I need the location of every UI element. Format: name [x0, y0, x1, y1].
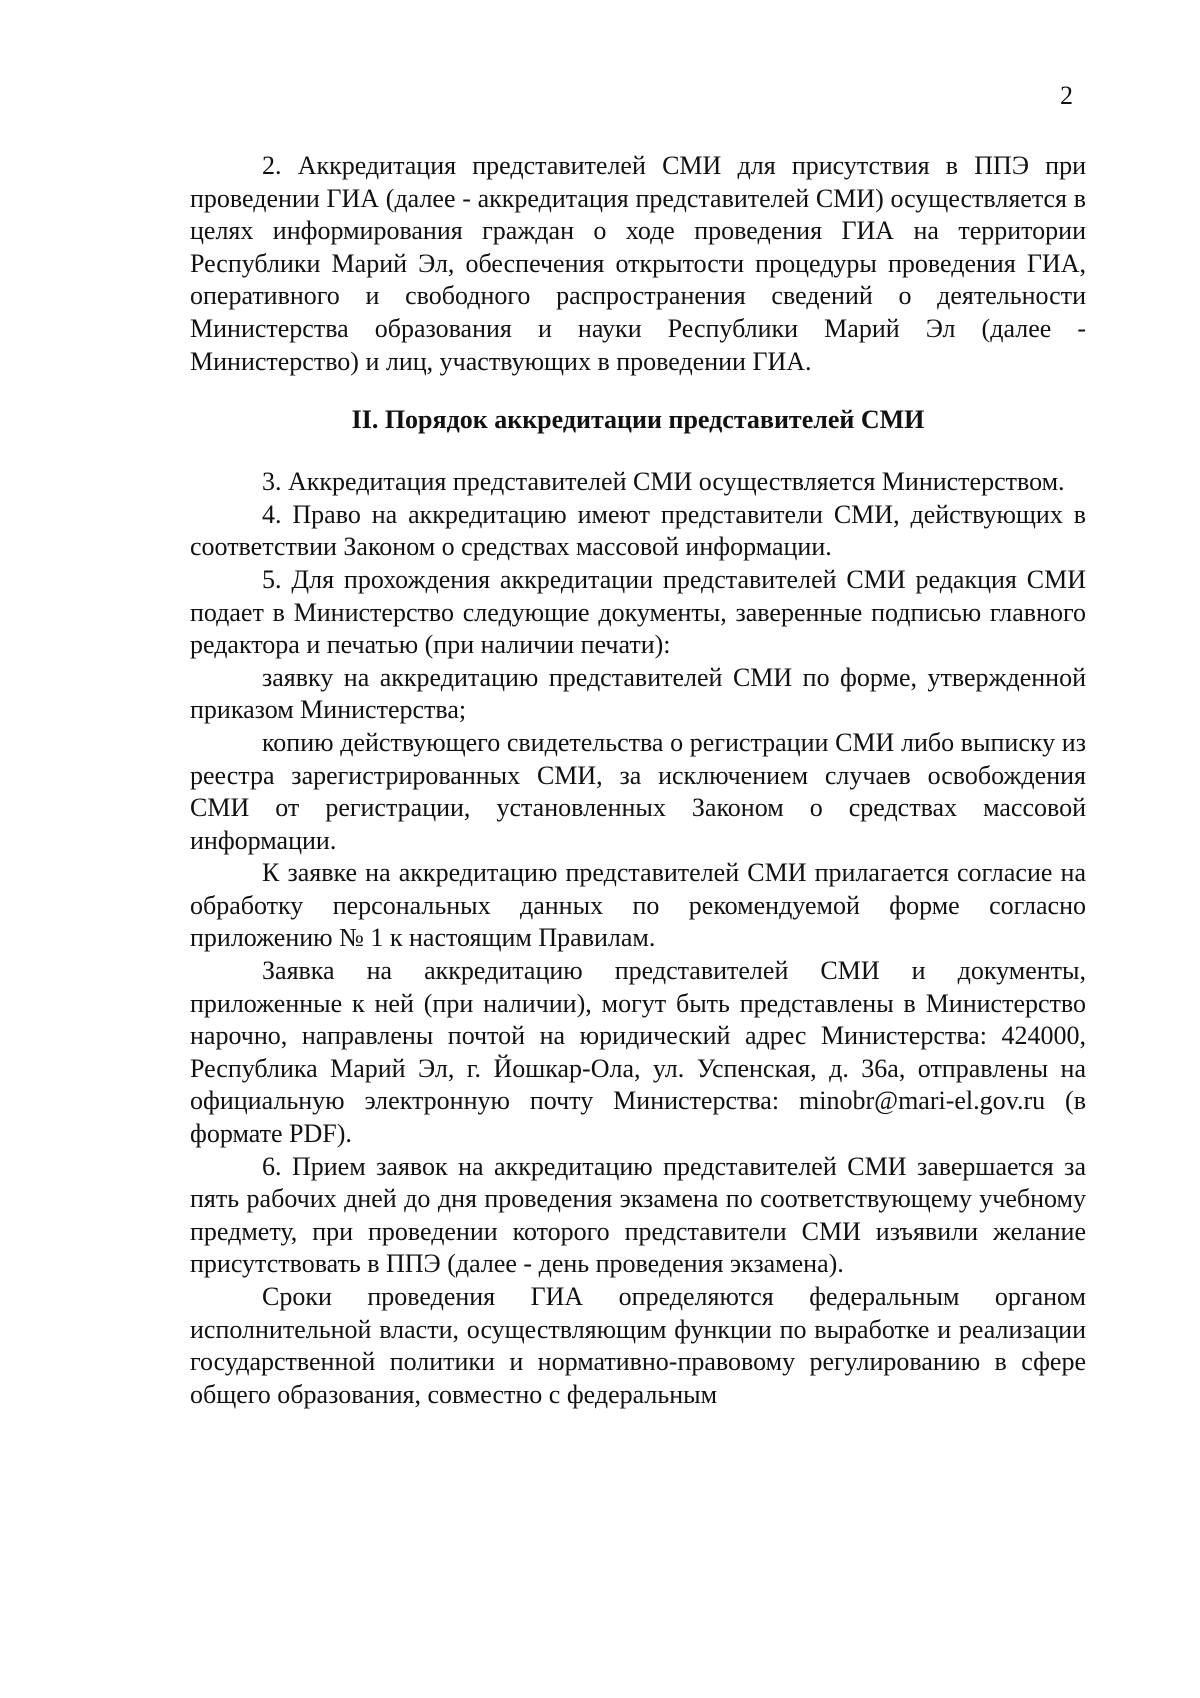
- section-heading: II. Порядок аккредитации представителей СМИ: [351, 405, 925, 435]
- paragraph-deadlines: Сроки проведения ГИА определяются федеральным органом исполнительной власти, осуществляющим функции по выработке и реализации государственной политики и нормативно-правовому регулированию в сфере общего образования, совместно с федеральным: [190, 1282, 1086, 1409]
- paragraph-5-item-certificate: копию действующего свидетельства о регистрации СМИ либо выписку из реестра зарегистрированных СМИ, за исключением случаев освобождения СМИ от регистрации, установленных Законом о средствах массовой информации.: [190, 727, 1086, 855]
- paragraph-consent: К заявке на аккредитацию представителей СМИ прилагается согласие на обработку персональных данных по рекомендуемой форме согласно приложению № 1 к настоящим Правилам.: [190, 858, 1086, 953]
- paragraph-5-item-application: заявку на аккредитацию представителей СМИ по форме, утвержденной приказом Министерства;: [190, 662, 1086, 725]
- paragraph-5: 5. Для прохождения аккредитации представителей СМИ редакция СМИ подает в Министерство следующие документы, заверенные подписью главного редактора и печатью (при наличии печати):: [190, 564, 1086, 660]
- paragraph-2: 2. Аккредитация представителей СМИ для присутствия в ППЭ при проведении ГИА (далее - аккредитация представителей СМИ) осуществляется в целях информирования граждан о ходе проведения ГИА на территории Республики Марий Эл, обеспечения открытости процедуры проведения ГИА, оперативного и свободного распространения сведений о деятельности Министерства образования и науки Республики Марий Эл (далее - Министерство) и лиц, участвующих в проведении ГИА.: [190, 151, 1086, 376]
- page-number: 2: [1060, 81, 1073, 110]
- paragraph-3: 3. Аккредитация представителей СМИ осуществляется Министерством.: [262, 467, 1065, 497]
- paragraph-submission: Заявка на аккредитацию представителей СМИ и документы, приложенные к ней (при наличии), могут быть представлены в Министерство нарочно, направлены почтой на юридический адрес Министерства: 424000, Республика Марий Эл, г. Йошкар-Ола, ул. Успенская, д. 36а, отправлены на официальную электронную почту Министерства: minobr@mari-el.gov.ru (в формате PDF).: [190, 956, 1086, 1149]
- paragraph-6: 6. Прием заявок на аккредитацию представителей СМИ завершается за пять рабочих дней до дня проведения экзамена по соответствующему учебному предмету, при проведении которого представители СМИ изъявили желание присутствовать в ППЭ (далее - день проведения экзамена).: [190, 1151, 1086, 1279]
- paragraph-4: 4. Право на аккредитацию имеют представители СМИ, действующих в соответствии Законом о средствах массовой информации.: [190, 499, 1086, 562]
- document-body: [190, 150, 1086, 1411]
